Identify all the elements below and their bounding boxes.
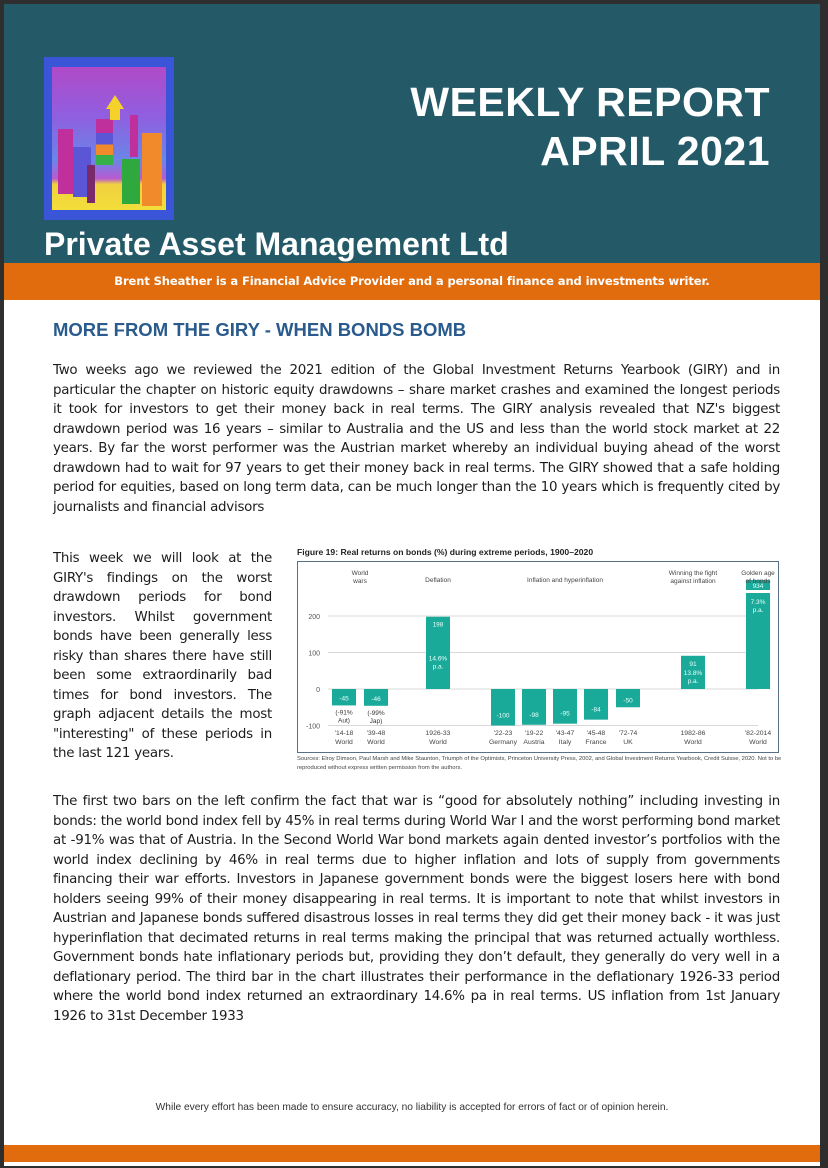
svg-text:against inflation: against inflation xyxy=(670,578,716,585)
chart-bar xyxy=(522,689,546,725)
tagline-band: Brent Sheather is a Financial Advice Provider and a personal finance and investments writer. xyxy=(4,263,820,300)
svg-text:100: 100 xyxy=(308,650,320,658)
svg-text:'43-47: '43-47 xyxy=(555,730,575,737)
chart-bar xyxy=(584,689,608,720)
svg-text:1982-86: 1982-86 xyxy=(680,730,706,737)
svg-text:Golden age: Golden age xyxy=(741,570,775,577)
title-line-2: APRIL 2021 xyxy=(540,128,770,174)
svg-text:91: 91 xyxy=(689,660,697,668)
svg-text:Inflation and hyperinflation: Inflation and hyperinflation xyxy=(527,577,603,584)
svg-text:France: France xyxy=(585,739,607,746)
header xyxy=(4,4,820,263)
paragraph-side: This week we will look at the GIRY's findings on the worst drawdown periods for bond investors. Whilst government bonds have been generally less risky than shares there have still been some extraordinarily bad times for bond investors. The graph adjacent details the most "interesting" of these periods in the last 121 years. xyxy=(53,551,272,761)
svg-text:-46: -46 xyxy=(371,695,381,703)
svg-text:Aut): Aut) xyxy=(338,717,350,725)
svg-text:'14-18: '14-18 xyxy=(334,730,354,737)
svg-text:Italy: Italy xyxy=(558,739,572,746)
logo-illustration-icon xyxy=(44,57,174,220)
svg-text:200: 200 xyxy=(308,614,320,621)
chart-canvas xyxy=(298,562,778,752)
svg-text:0: 0 xyxy=(316,687,320,694)
svg-text:Winning the fight: Winning the fight xyxy=(668,570,718,577)
title-line-1: WEEKLY REPORT xyxy=(410,79,770,125)
report-page xyxy=(4,4,820,1166)
svg-text:World: World xyxy=(351,570,369,577)
svg-text:-100: -100 xyxy=(305,723,320,731)
svg-text:World: World xyxy=(684,739,702,746)
svg-text:World: World xyxy=(749,739,767,746)
article-heading: MORE FROM THE GIRY - WHEN BONDS BOMB xyxy=(53,319,467,340)
svg-text:wars: wars xyxy=(353,578,367,585)
svg-text:p.a.: p.a. xyxy=(752,607,764,614)
svg-text:'39-48: '39-48 xyxy=(366,730,386,737)
svg-text:Austria: Austria xyxy=(523,739,545,746)
svg-text:'72-74: '72-74 xyxy=(618,730,638,737)
svg-text:14.6%: 14.6% xyxy=(428,655,448,663)
svg-text:World: World xyxy=(367,739,385,746)
svg-text:UK: UK xyxy=(623,739,633,746)
bond-returns-chart xyxy=(297,561,779,753)
svg-text:-100: -100 xyxy=(496,712,510,720)
svg-text:198: 198 xyxy=(432,621,444,629)
footer-band xyxy=(4,1145,820,1162)
svg-text:-50: -50 xyxy=(623,697,633,705)
svg-text:p.a.: p.a. xyxy=(687,677,699,685)
svg-text:-84: -84 xyxy=(591,706,601,714)
svg-text:7.3%: 7.3% xyxy=(750,599,766,606)
report-title xyxy=(410,78,770,176)
svg-text:1926-33: 1926-33 xyxy=(425,730,451,737)
svg-text:-98: -98 xyxy=(529,711,539,719)
figure-sources: Sources: Elroy Dimson, Paul Marsh and Mike Staunton, Triumph of the Optimists, Princeton University Press, 2002, and Global Investment Returns Yearbook, Credit Suisse, 2020. Not to be reproduced without express written permission from the authors. xyxy=(297,756,782,771)
disclaimer: While every effort has been made to ensure accuracy, no liability is accepted for errors of fact or of opinion herein. xyxy=(155,1102,669,1113)
svg-text:'19-22: '19-22 xyxy=(524,730,544,737)
svg-text:-45: -45 xyxy=(339,695,349,703)
paragraph-intro: Two weeks ago we reviewed the 2021 edition of the Global Investment Returns Yearbook (GIRY) and in particular the chapter on historic equity drawdowns – share market crashes and examined the longest periods it took for investors to get their money back in real terms. The GIRY analysis revealed that NZ's biggest drawdown period was 16 years – similar to Australia and the US and less than the world stock market at 22 years. By far the worst performer was the Austrian market whereby an individual buying ahead of the worst drawdown had to wait for 97 years to get their money back in real terms. The GIRY showed that a safe holding period for equities, based on long term data, can be much longer than the 10 years which is frequently cited by journalists and financial advisors xyxy=(53,363,780,515)
svg-text:of bonds: of bonds xyxy=(745,578,771,585)
svg-text:'45-48: '45-48 xyxy=(586,730,606,737)
svg-text:934: 934 xyxy=(752,583,764,590)
company-name: Private Asset Management Ltd xyxy=(44,226,509,262)
svg-text:Deflation: Deflation xyxy=(425,577,451,584)
svg-text:13.8%: 13.8% xyxy=(683,669,703,677)
svg-text:-95: -95 xyxy=(560,710,570,718)
svg-text:Germany: Germany xyxy=(489,739,517,746)
chart-bar xyxy=(491,689,515,726)
svg-text:World: World xyxy=(335,739,353,746)
svg-text:(-91%: (-91% xyxy=(335,709,353,717)
svg-text:(-99%: (-99% xyxy=(367,709,385,717)
svg-text:'22-23: '22-23 xyxy=(493,730,513,737)
svg-text:Jap): Jap) xyxy=(369,717,383,725)
svg-text:p.a.: p.a. xyxy=(432,663,444,671)
svg-text:World: World xyxy=(429,739,447,746)
chart-bar xyxy=(553,689,577,724)
figure-title: Figure 19: Real returns on bonds (%) during extreme periods, 1900–2020 xyxy=(297,547,594,557)
paragraph-analysis: The first two bars on the left confirm the fact that war is “good for absolutely nothing” including investing in bonds: the world bond index fell by 45% in real terms during World War I and the worst performing bond market at -91% was that of Austria. In the Second World War bond markets again dented investor’s portfolios with the world index declining by 46% in real terms due to higher inflation and lots of supply from governments financing their war efforts. Investors in Japanese government bonds were the biggest losers here with bond holders seeing 99% of their money disappearing in real terms. It is important to note that whilst investors in Austrian and Japanese bonds suffered disastrous losses in real terms they did get their money back - it was just hyperinflation that decimated returns in real terms making the principal that was returned actually worthless. Government bonds hate inflationary periods but, providing they don’t default, they generally do very well in a deflationary period. The third bar in the chart illustrates their performance in the deflationary 1926-33 period where the world bond index returned an extraordinary 14.6% pa in real terms. US inflation from 1st January 1926 to 31st December 1933 xyxy=(53,794,780,1024)
svg-text:'82-2014: '82-2014 xyxy=(744,730,772,737)
